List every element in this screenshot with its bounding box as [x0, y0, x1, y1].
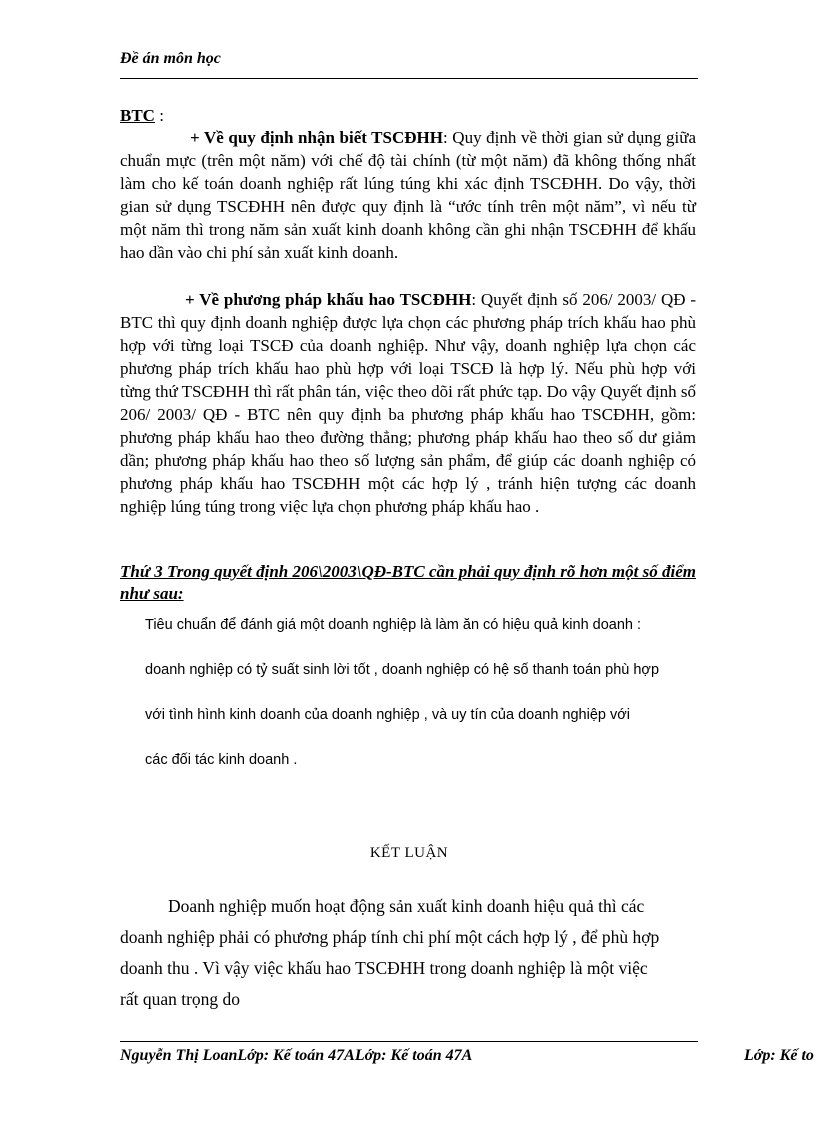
footer-author: Nguyễn Thị LoanLớp: Kế toán 47ALớp: Kế toán 47A: [120, 1047, 473, 1064]
btc-label-suffix: :: [154, 106, 164, 125]
section3-line: các đối tác kinh doanh .: [145, 752, 298, 768]
btc-label-line: [120, 104, 696, 127]
paragraph-depreciation-text: : Quyết định số 206/ 2003/ QĐ - BTC thì quy định doanh nghiệp được lựa chọn các phương pháp trích khấu hao phù hợp với từng loại TSCĐ của doanh nghiệp. Như vậy, doanh nghiệp lựa chọn các phương pháp trích khấu hao phù hợp với loại TSCĐ là hợp lý. Nếu phù hợp với từng thứ TSCĐHH thì rất phân tán, việc theo dõi rất phức tạp. Do vậy Quyết định số 206/ 2003/ QĐ - BTC nên quy định ba phương pháp khấu hao TSCĐHH, gồm: phương pháp khấu hao theo đường thẳng; phương pháp khấu hao theo số dư giảm dần; phương pháp khấu hao theo số lượng sản phẩm, để giúp các doanh nghiệp có phương pháp khấu hao TSCĐHH một các hợp lý , tránh hiện tượng các doanh nghiệp lúng túng trong việc lựa chọn phương pháp khấu hao .: [120, 290, 696, 516]
section3-line: với tình hình kinh doanh của doanh nghiệp , và uy tín của doanh nghiệp với: [145, 707, 630, 723]
page-header-title: Đề án môn học: [120, 50, 221, 67]
btc-label: BTC: [120, 106, 155, 125]
paragraph-depreciation-lead: + Về phương pháp khấu hao TSCĐHH: [185, 290, 472, 309]
conclusion-line: Doanh nghiệp muốn hoạt động sản xuất kinh doanh hiệu quả thì các: [168, 896, 645, 916]
conclusion-line: doanh thu . Vì vậy việc khấu hao TSCĐHH trong doanh nghiệp là một việc: [120, 958, 648, 978]
conclusion-line: doanh nghiệp phải có phương pháp tính chi phí một cách hợp lý , để phù hợp: [120, 927, 660, 947]
header-divider: [120, 78, 698, 79]
paragraph-recognition-text: : Quy định về thời gian sử dụng giữa chuẩn mực (trên một năm) với chế độ tài chính (từ một năm) đã không thống nhất làm cho kế toán doanh nghiệp rất lúng túng khi xác định TSCĐHH. Do vậy, thời gian sử dụng TSCĐHH nên được quy định là “ước tính trên một năm”, vì nếu từ một năm thì trong năm sản xuất kinh doanh không cần ghi nhận TSCĐHH để khấu hao dần vào chi phí sản xuất kinh doanh.: [120, 128, 696, 262]
conclusion-title: KẾT LUẬN: [369, 845, 449, 861]
section3-body: [145, 615, 705, 795]
section3-line: doanh nghiệp có tỷ suất sinh lời tốt , doanh nghiệp có hệ số thanh toán phù hợp: [145, 662, 660, 678]
footer-class: Lớp: Kế to: [744, 1047, 814, 1064]
section3-line: Tiêu chuẩn để đánh giá một doanh nghiệp là làm ăn có hiệu quả kinh doanh :: [145, 617, 642, 633]
footer-divider: [120, 1041, 698, 1042]
paragraph-recognition-lead: + Về quy định nhận biết TSCĐHH: [190, 128, 443, 147]
conclusion-body: [120, 892, 700, 1016]
section3-heading: Thứ 3 Trong quyết định 206\2003\QĐ-BTC cần phải quy định rõ hơn một số điểm như sau:: [120, 562, 696, 603]
paragraph-depreciation: [120, 288, 696, 518]
paragraph-recognition: [120, 126, 696, 264]
conclusion-line: rất quan trọng do: [120, 989, 241, 1009]
